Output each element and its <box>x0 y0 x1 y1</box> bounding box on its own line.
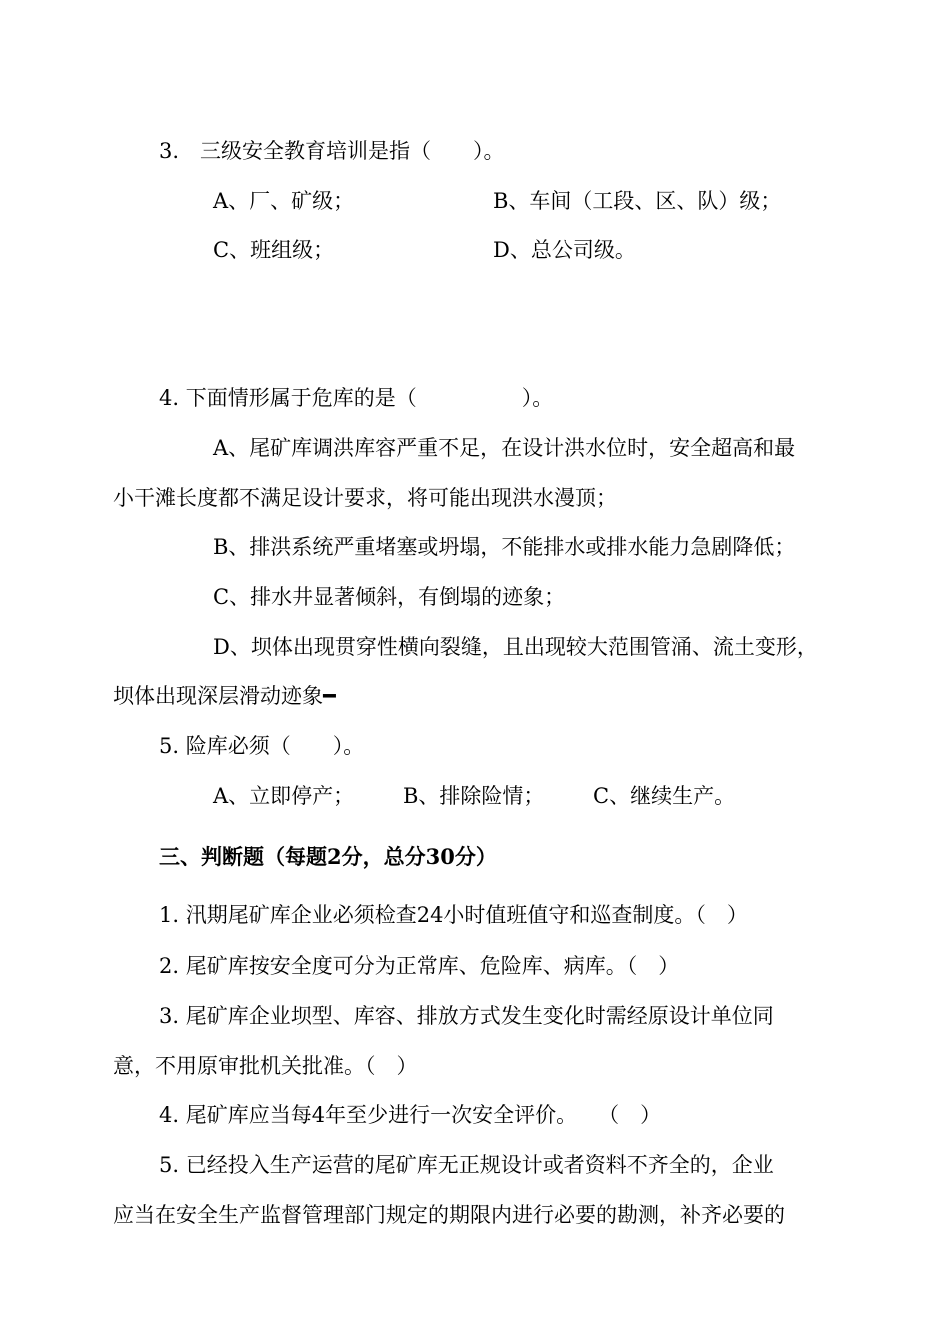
q3-stem: 3. 三级安全教育培训是指（ ）。 <box>159 139 505 163</box>
q3-option-c: C、班组级； <box>213 238 335 262</box>
q5-option-a: A、立即停产； <box>213 784 355 808</box>
q5-option-c: C、继续生产。 <box>593 784 736 808</box>
q3-option-d: D、总公司级。 <box>493 238 636 262</box>
q4-option-a-line1: A、尾矿库调洪库容严重不足，在设计洪水位时，安全超高和最 <box>213 436 796 460</box>
q4-option-c: C、排水井显著倾斜，有倒塌的迹象； <box>213 585 566 609</box>
section-heading-judgment: 三、判断题（每题2分，总分30分） <box>159 844 497 869</box>
q4-option-d-line2: 坝体出现深层滑动迹象━ <box>113 684 336 708</box>
judgment-item-2: 2. 尾矿库按安全度可分为正常库、危险库、病库。（ ） <box>159 954 680 978</box>
judgment-item-3-line2: 意，不用原审批机关批准。（ ） <box>113 1054 418 1078</box>
judgment-item-5-line1: 5. 已经投入生产运营的尾矿库无正规设计或者资料不齐全的，企业 <box>159 1153 774 1177</box>
judgment-item-3-line1: 3. 尾矿库企业坝型、库容、排放方式发生变化时需经原设计单位同 <box>159 1004 774 1028</box>
q3-option-a: A、厂、矿级； <box>213 189 355 213</box>
q4-option-a-line2: 小干滩长度都不满足设计要求，将可能出现洪水漫顶； <box>113 486 617 510</box>
q3-option-b: B、车间（工段、区、队）级； <box>493 189 782 213</box>
q5-option-b: B、排除险情； <box>403 784 545 808</box>
q4-option-d-line1: D、坝体出现贯穿性横向裂缝，且出现较大范围管涌、流土变形， <box>213 635 818 659</box>
judgment-item-5-line2: 应当在安全生产监督管理部门规定的期限内进行必要的勘测，补齐必要的 <box>113 1203 785 1227</box>
q5-stem: 5. 险库必须（ ）。 <box>159 734 365 758</box>
q4-option-b: B、排洪系统严重堵塞或坍塌，不能排水或排水能力急剧降低； <box>213 535 796 559</box>
judgment-item-4: 4. 尾矿库应当每4年至少进行一次安全评价。 （ ） <box>159 1103 662 1127</box>
q4-stem: 4. 下面情形属于危库的是（ ）。 <box>159 386 554 410</box>
judgment-item-1: 1. 汛期尾矿库企业必须检查24小时值班值守和巡查制度。（ ） <box>159 903 748 927</box>
